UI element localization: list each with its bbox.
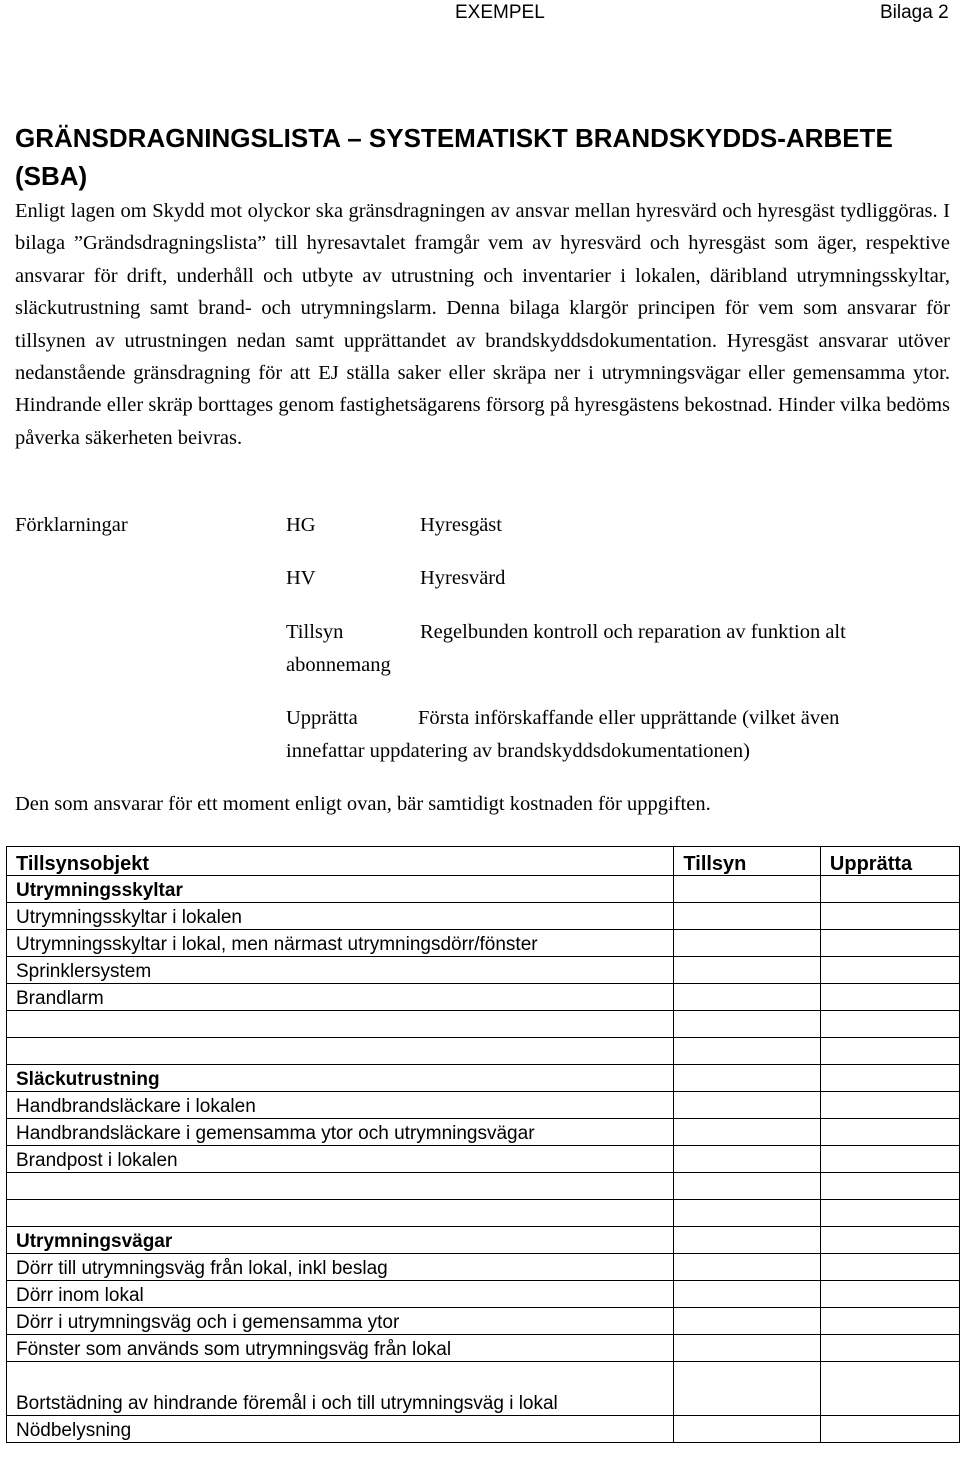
object-cell: Sprinklersystem [7,957,674,984]
tillsyn-cell[interactable] [674,876,821,903]
hv-definition: Hyresvärd [420,567,506,589]
table-header-row [7,847,960,876]
tillsyn-cell[interactable] [674,1146,821,1173]
empty-row [7,1038,960,1065]
hg-abbreviation: HG [286,514,316,536]
empty-row [7,1200,960,1227]
tillsyn-cell[interactable] [674,957,821,984]
uppratta-cell[interactable] [820,1281,959,1308]
section-title: Utrymningsskyltar [7,876,674,903]
object-cell[interactable] [7,1200,674,1227]
explanations-label: Förklarningar [15,514,128,536]
section-title: Släckutrustning [7,1065,674,1092]
table-row [7,1254,960,1281]
object-cell: Handbrandsläckare i gemensamma ytor och utrymningsvägar [7,1119,674,1146]
tillsyn-cell[interactable] [674,1281,821,1308]
column-header-tillsyn: Tillsyn [674,847,821,876]
table-row [7,1092,960,1119]
uppratta-cell[interactable] [820,1362,959,1416]
object-cell: Dörr inom lokal [7,1281,674,1308]
hg-definition: Hyresgäst [420,514,502,536]
table-row [7,1335,960,1362]
object-cell: Utrymningsskyltar i lokal, men närmast utrymningsdörr/fönster [7,930,674,957]
table-row [7,903,960,930]
tillsyn-cell[interactable] [674,1065,821,1092]
uppratta-cell[interactable] [820,1308,959,1335]
uppratta-term: Upprätta [286,707,358,729]
uppratta-cell[interactable] [820,1254,959,1281]
object-cell: Nödbelysning [7,1416,674,1443]
uppratta-cell[interactable] [820,1416,959,1443]
uppratta-cell[interactable] [820,1227,959,1254]
tillsyn-cell[interactable] [674,1308,821,1335]
object-cell: Fönster som används som utrymningsväg från lokal [7,1335,674,1362]
tillsyn-cell[interactable] [674,1335,821,1362]
uppratta-cell[interactable] [820,876,959,903]
section-row-slackutrustning [7,1065,960,1092]
uppratta-cell[interactable] [820,903,959,930]
uppratta-cell[interactable] [820,1335,959,1362]
table-row [7,984,960,1011]
uppratta-cell[interactable] [820,1173,959,1200]
uppratta-cell[interactable] [820,930,959,957]
uppratta-cell[interactable] [820,1119,959,1146]
empty-row [7,1011,960,1038]
tillsyn-cell[interactable] [674,1362,821,1416]
tillsyn-cell[interactable] [674,1038,821,1065]
empty-row [7,1173,960,1200]
tillsyn-cell[interactable] [674,1200,821,1227]
uppratta-definition: Första införskaffande eller upprättande (vilket även [418,707,840,729]
table-row [7,1146,960,1173]
object-cell[interactable] [7,1173,674,1200]
object-cell: Handbrandsläckare i lokalen [7,1092,674,1119]
tillsyn-cell[interactable] [674,903,821,930]
responsibility-table [6,846,960,1443]
uppratta-cell[interactable] [820,1146,959,1173]
tillsyn-term-continued: abonnemang [286,654,391,676]
hv-abbreviation: HV [286,567,316,589]
object-cell[interactable] [7,1011,674,1038]
tillsyn-cell[interactable] [674,984,821,1011]
uppratta-cell[interactable] [820,984,959,1011]
intro-paragraph: Enligt lagen om Skydd mot olyckor ska gränsdragningen av ansvar mellan hyresvärd och hyresgäst tydliggöras. I bilaga ”Grändsdragningslista” till hyresavtalet framgår vem av hyresvärd och hyresgäst som äger, respektive ansvarar för drift, underhåll och utbyte av utrustning och inventarier i lokalen, däribland utrymningsskyltar, släckutrustning samt brand- och utrymningslarm. Denna bilaga klargör principen för vem som ansvarar för tillsynen av utrustningen nedan samt upprättandet av brandskyddsdokumentation. Hyresgäst ansvarar utöver nedanstående gränsdragning för att EJ ställa saker eller skräpa ner i utrymningsvägar eller gemensamma ytor. Hindrande eller skräp borttages genom fastighetsägarens försorg på hyresgästens bekostnad. Hinder vilka bedöms påverka säkerheten beivras. [15,200,950,449]
uppratta-cell[interactable] [820,1092,959,1119]
tillsyn-cell[interactable] [674,1092,821,1119]
tillsyn-cell[interactable] [674,1119,821,1146]
column-header-uppratta: Upprätta [820,847,959,876]
object-cell: Brandpost i lokalen [7,1146,674,1173]
section-title: Utrymningsvägar [7,1227,674,1254]
tillsyn-cell[interactable] [674,930,821,957]
object-cell: Utrymningsskyltar i lokalen [7,903,674,930]
uppratta-cell[interactable] [820,957,959,984]
section-row-utrymningsskyltar [7,876,960,903]
column-header-object: Tillsynsobjekt [7,847,674,876]
uppratta-cell[interactable] [820,1011,959,1038]
tillsyn-cell[interactable] [674,1011,821,1038]
object-cell: Bortstädning av hindrande föremål i och till utrymningsväg i lokal [7,1362,674,1416]
uppratta-definition-continued: innefattar uppdatering av brandskyddsdokumentationen) [286,740,750,762]
uppratta-cell[interactable] [820,1038,959,1065]
tillsyn-cell[interactable] [674,1416,821,1443]
document-title: GRÄNSDRAGNINGSLISTA – SYSTEMATISKT BRANDSKYDDS-ARBETE (SBA) [15,123,893,191]
table-row [7,1308,960,1335]
table-row [7,957,960,984]
object-cell[interactable] [7,1038,674,1065]
table-row [7,1362,960,1416]
header-right-label: Bilaga 2 [880,2,949,23]
section-row-utrymningsvagar [7,1227,960,1254]
header-left-label: EXEMPEL [455,2,545,23]
tillsyn-cell[interactable] [674,1227,821,1254]
table-row [7,1119,960,1146]
object-cell: Dörr i utrymningsväg och i gemensamma ytor [7,1308,674,1335]
tillsyn-term: Tillsyn [286,621,344,643]
cost-note: Den som ansvarar för ett moment enligt ovan, bär samtidigt kostnaden för uppgiften. [15,793,711,815]
object-cell: Brandlarm [7,984,674,1011]
tillsyn-cell[interactable] [674,1254,821,1281]
object-cell: Dörr till utrymningsväg från lokal, inkl beslag [7,1254,674,1281]
uppratta-cell[interactable] [820,1200,959,1227]
tillsyn-cell[interactable] [674,1173,821,1200]
table-row [7,930,960,957]
table-row [7,1416,960,1443]
table-row [7,1281,960,1308]
tillsyn-definition: Regelbunden kontroll och reparation av funktion alt [420,621,846,643]
uppratta-cell[interactable] [820,1065,959,1092]
